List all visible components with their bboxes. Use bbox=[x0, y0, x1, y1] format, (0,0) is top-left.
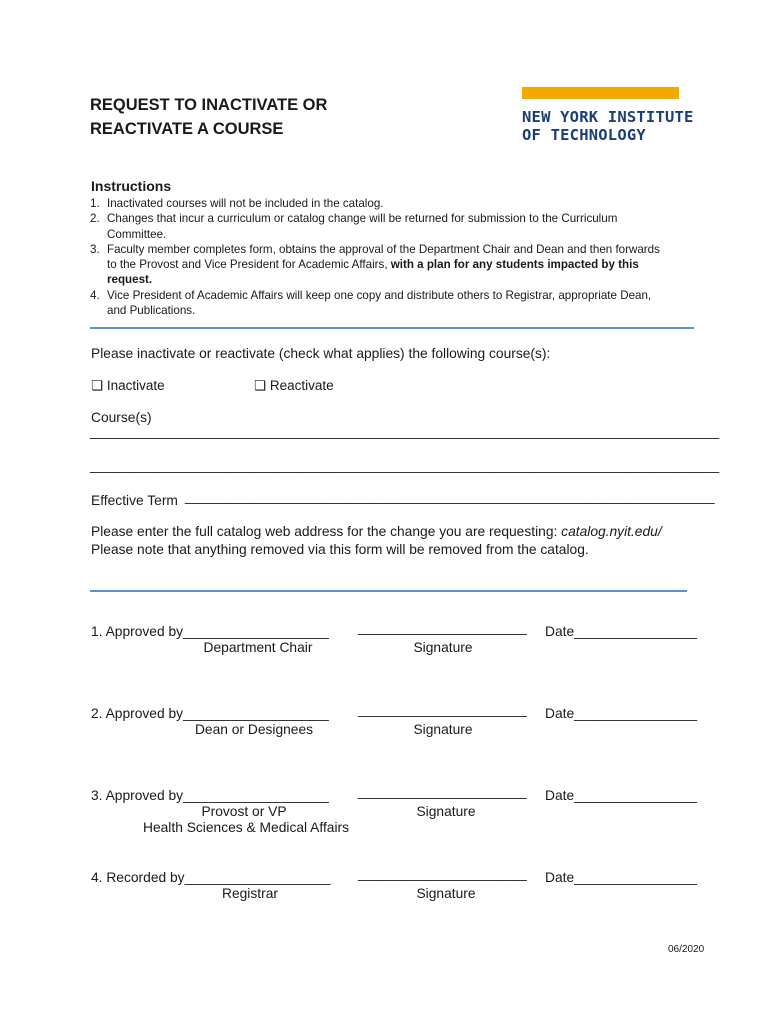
catalog-prompt-text: Please enter the full catalog web address for the change you are requesting: bbox=[91, 524, 562, 539]
selection-prompt: Please inactivate or reactivate (check what applies) the following course(s): bbox=[91, 346, 551, 361]
instruction-text: Changes that incur a curriculum or catalog change will be returned for submission to the Curriculum Committee. bbox=[107, 212, 618, 241]
signature-label: Signature bbox=[416, 804, 476, 819]
effective-term-field[interactable]: _____________________________________________________________________ bbox=[185, 489, 715, 504]
signature-label: Signature bbox=[416, 886, 476, 901]
title-line-1: REQUEST TO INACTIVATE OR bbox=[90, 96, 328, 114]
checkbox-icon[interactable]: ❏ bbox=[91, 378, 104, 393]
approval-row-4 bbox=[91, 870, 330, 885]
catalog-note: Please note that anything removed via this form will be removed from the catalog. bbox=[91, 542, 589, 557]
date-block bbox=[545, 788, 697, 803]
courses-field-line-2[interactable]: __________________________________________________________________________________ bbox=[90, 458, 720, 473]
instruction-number: 4. bbox=[90, 288, 100, 302]
institution-logo bbox=[522, 108, 694, 144]
date-block bbox=[545, 706, 697, 721]
date-label: Date bbox=[545, 870, 575, 885]
title-line-2: REACTIVATE A COURSE bbox=[90, 120, 284, 138]
instruction-number: 3. bbox=[90, 242, 100, 256]
approver-role: Provost or VP bbox=[201, 804, 287, 819]
page-title bbox=[90, 93, 410, 141]
instruction-number: 1. bbox=[90, 197, 100, 210]
approval-row-3 bbox=[91, 788, 329, 803]
courses-field-line-1[interactable]: __________________________________________________________________________________ bbox=[90, 424, 720, 439]
instruction-text-wrap bbox=[107, 242, 670, 288]
logo-line-2: OF TECHNOLOGY bbox=[522, 126, 646, 144]
instructions-heading: Instructions bbox=[91, 178, 172, 194]
signature-field[interactable]: ______________________ bbox=[358, 620, 527, 635]
date-block bbox=[545, 870, 697, 885]
date-field[interactable]: ________________ bbox=[574, 788, 697, 803]
instruction-item bbox=[90, 288, 670, 319]
inactivate-label: Inactivate bbox=[106, 378, 165, 393]
approver-role: Department Chair bbox=[203, 640, 313, 655]
signature-field[interactable]: ______________________ bbox=[358, 702, 527, 717]
recorder-name-field[interactable]: ___________________ bbox=[184, 870, 331, 885]
instruction-item bbox=[90, 211, 670, 242]
approval-label: 1. Approved by bbox=[91, 624, 184, 639]
checkbox-icon[interactable]: ❏ bbox=[254, 378, 267, 393]
courses-label: Course(s) bbox=[91, 410, 152, 425]
reactivate-label: Reactivate bbox=[269, 378, 334, 393]
date-field[interactable]: ________________ bbox=[574, 706, 697, 721]
approval-label: 2. Approved by bbox=[91, 706, 184, 721]
date-field[interactable]: ________________ bbox=[574, 870, 697, 885]
date-field[interactable]: ________________ bbox=[574, 624, 697, 639]
logo-accent-bar bbox=[522, 87, 679, 99]
approver-name-field[interactable]: ___________________ bbox=[183, 624, 329, 639]
revision-date: 06/2020 bbox=[668, 944, 705, 955]
effective-term-label: Effective Term bbox=[91, 493, 178, 508]
date-label: Date bbox=[545, 706, 575, 721]
section-divider bbox=[90, 327, 694, 329]
instruction-number: 2. bbox=[90, 212, 100, 226]
approver-name-field[interactable]: ___________________ bbox=[183, 788, 329, 803]
signature-label: Signature bbox=[413, 722, 473, 737]
instruction-item bbox=[90, 242, 670, 288]
signature-field[interactable]: ______________________ bbox=[358, 784, 527, 799]
instruction-emphasis: with a plan for any students impacted by this request. bbox=[107, 258, 639, 287]
approval-row-2 bbox=[91, 706, 329, 721]
inactivate-option[interactable] bbox=[91, 378, 165, 394]
catalog-prompt bbox=[91, 524, 662, 539]
section-divider bbox=[90, 590, 687, 592]
logo-line-1: NEW YORK INSTITUTE bbox=[522, 108, 694, 126]
date-label: Date bbox=[545, 788, 575, 803]
approver-role: Dean or Designees bbox=[194, 722, 314, 737]
catalog-url[interactable]: catalog.nyit.edu/ bbox=[561, 524, 662, 539]
reactivate-option[interactable] bbox=[254, 378, 334, 394]
instruction-item bbox=[90, 196, 670, 211]
instruction-text: Vice President of Academic Affairs will keep one copy and distribute others to Registrar, appropriate Dean, and Publications. bbox=[107, 288, 652, 318]
approval-label: 4. Recorded by bbox=[91, 870, 185, 885]
date-label: Date bbox=[545, 624, 575, 639]
instruction-text: Faculty member completes form, obtains the approval of the Department Chair and Dean and then forwards to the Provost and Vice President for Academic Affairs, bbox=[107, 242, 660, 272]
approval-row-1 bbox=[91, 624, 329, 639]
approver-name-field[interactable]: ___________________ bbox=[183, 706, 329, 721]
approver-role-detail: Health Sciences & Medical Affairs bbox=[142, 820, 350, 835]
signature-label: Signature bbox=[413, 640, 473, 655]
date-block bbox=[545, 624, 697, 639]
signature-field[interactable]: ______________________ bbox=[358, 866, 527, 881]
recorder-role: Registrar bbox=[222, 886, 278, 901]
instruction-text: Inactivated courses will not be included in the catalog. bbox=[107, 197, 384, 210]
instructions-list bbox=[90, 196, 670, 318]
approval-label: 3. Approved by bbox=[91, 788, 184, 803]
